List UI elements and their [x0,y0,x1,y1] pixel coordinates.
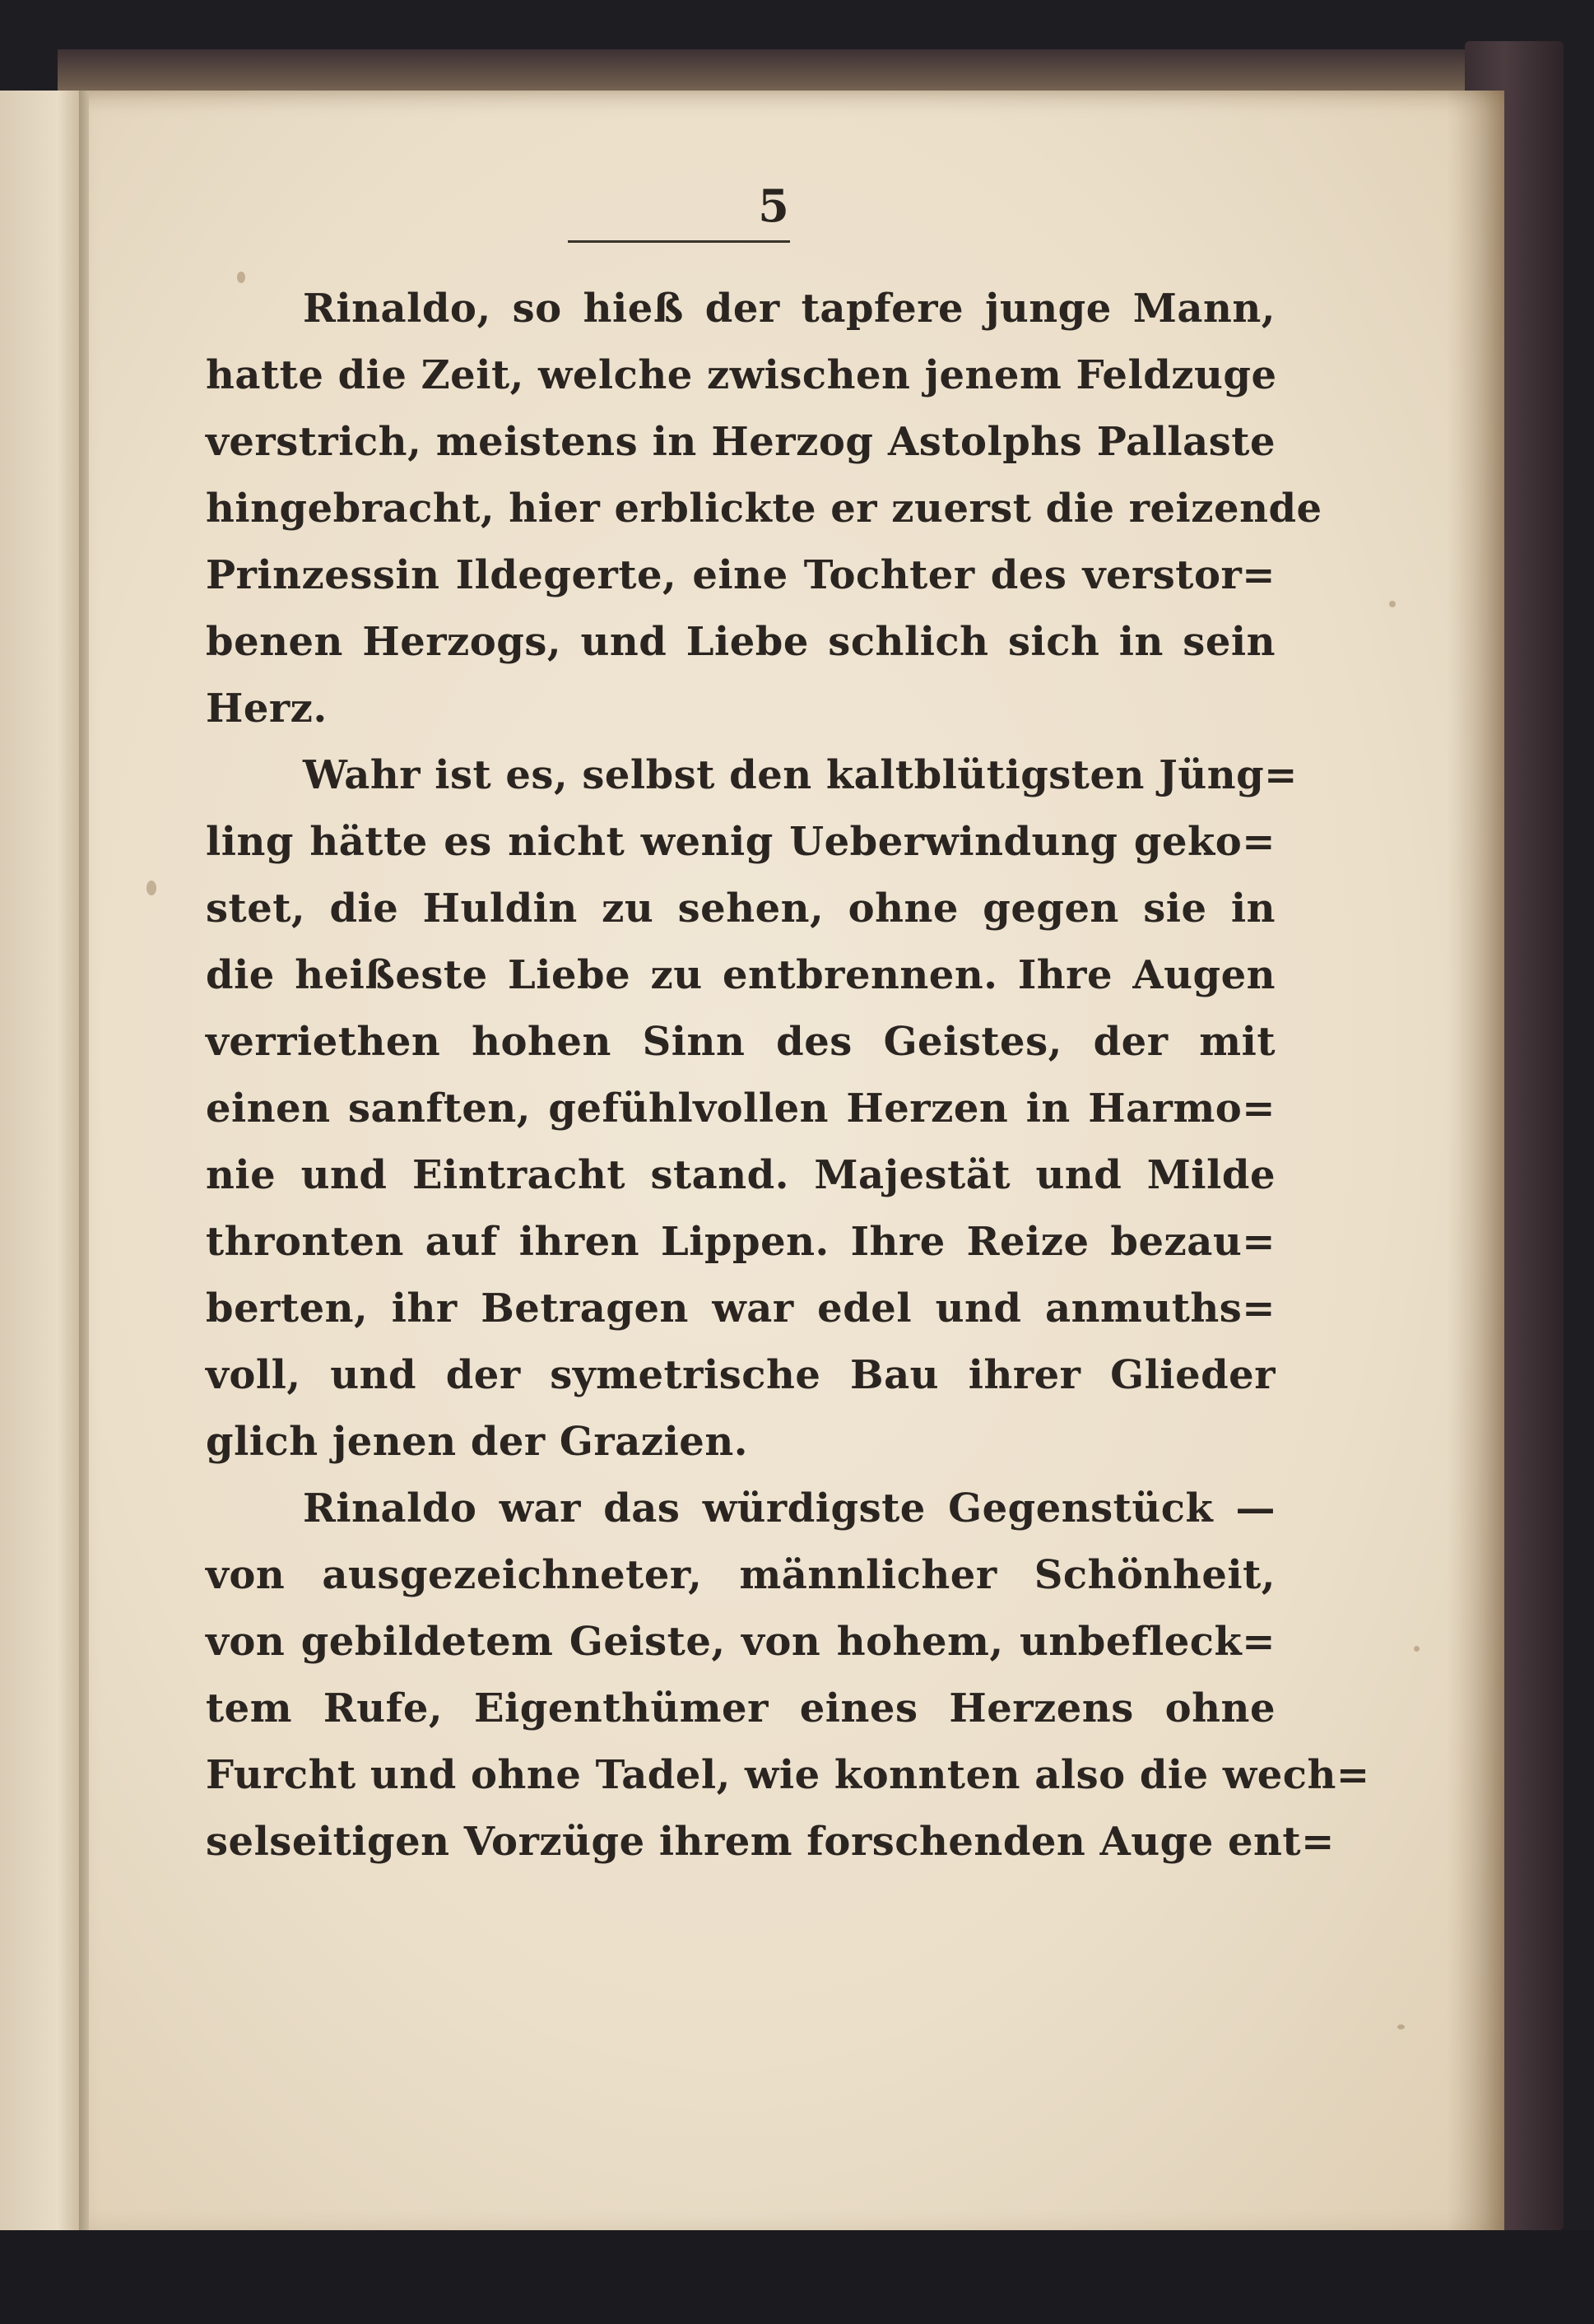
text-line: Rinaldo, so hieß der tapfere junge Mann, [303,286,1276,332]
page-number: 5 [758,179,789,232]
text-line: von ausgezeichneter, männlicher Schönheit, [206,1552,1276,1598]
text-line: berten, ihr Betragen war edel und anmuths= [206,1285,1276,1332]
text-line: Wahr ist es, selbst den kaltblütigsten Jüng= [303,752,1298,798]
text-line: benen Herzogs, und Liebe schlich sich in sein [206,619,1276,665]
text-line: von gebildetem Geiste, von hohem, unbefleck= [206,1619,1276,1665]
text-line: glich jenen der Grazien. [206,1419,748,1465]
previous-page-edge [0,91,82,2230]
text-line: thronten auf ihren Lippen. Ihre Reize bezau= [206,1219,1276,1265]
foxing-spot [1389,601,1396,607]
text-line: stet, die Huldin zu sehen, ohne gegen sie in [206,885,1276,932]
text-line: tem Rufe, Eigenthümer eines Herzens ohne [206,1685,1276,1731]
scan-background [0,2230,1594,2324]
text-line: Furcht und ohne Tadel, wie konnten also die wech= [206,1752,1370,1798]
foxing-spot [1397,2024,1405,2029]
foxing-spot [146,881,156,895]
text-line: die heißeste Liebe zu entbrennen. Ihre Augen [206,952,1276,998]
text-line: Prinzessin Ildegerte, eine Tochter des verstor= [206,552,1276,598]
text-line: Rinaldo war das würdigste Gegenstück — [303,1485,1276,1532]
text-line: verriethen hohen Sinn des Geistes, der mit [206,1019,1276,1065]
text-line: ling hätte es nicht wenig Ueberwindung geko= [206,819,1276,865]
text-line: hatte die Zeit, welche zwischen jenem Feldzuge [206,352,1277,398]
text-line: hingebracht, hier erblickte er zuerst die reizende [206,486,1322,532]
text-line: selseitigen Vorzüge ihrem forschenden Auge ent= [206,1819,1335,1865]
text-line: einen sanften, gefühlvollen Herzen in Harmo= [206,1085,1276,1132]
text-line: voll, und der symetrische Bau ihrer Glieder [206,1352,1276,1398]
page-edge-stain [1447,91,1504,2230]
foxing-spot [1414,1646,1420,1652]
text-line: nie und Eintracht stand. Majestät und Milde [206,1152,1276,1198]
page-number-rule [568,240,790,243]
page-body-text [206,276,1370,1875]
text-line: Herz. [206,686,328,732]
text-line: verstrich, meistens in Herzog Astolphs Pallaste [206,419,1276,465]
